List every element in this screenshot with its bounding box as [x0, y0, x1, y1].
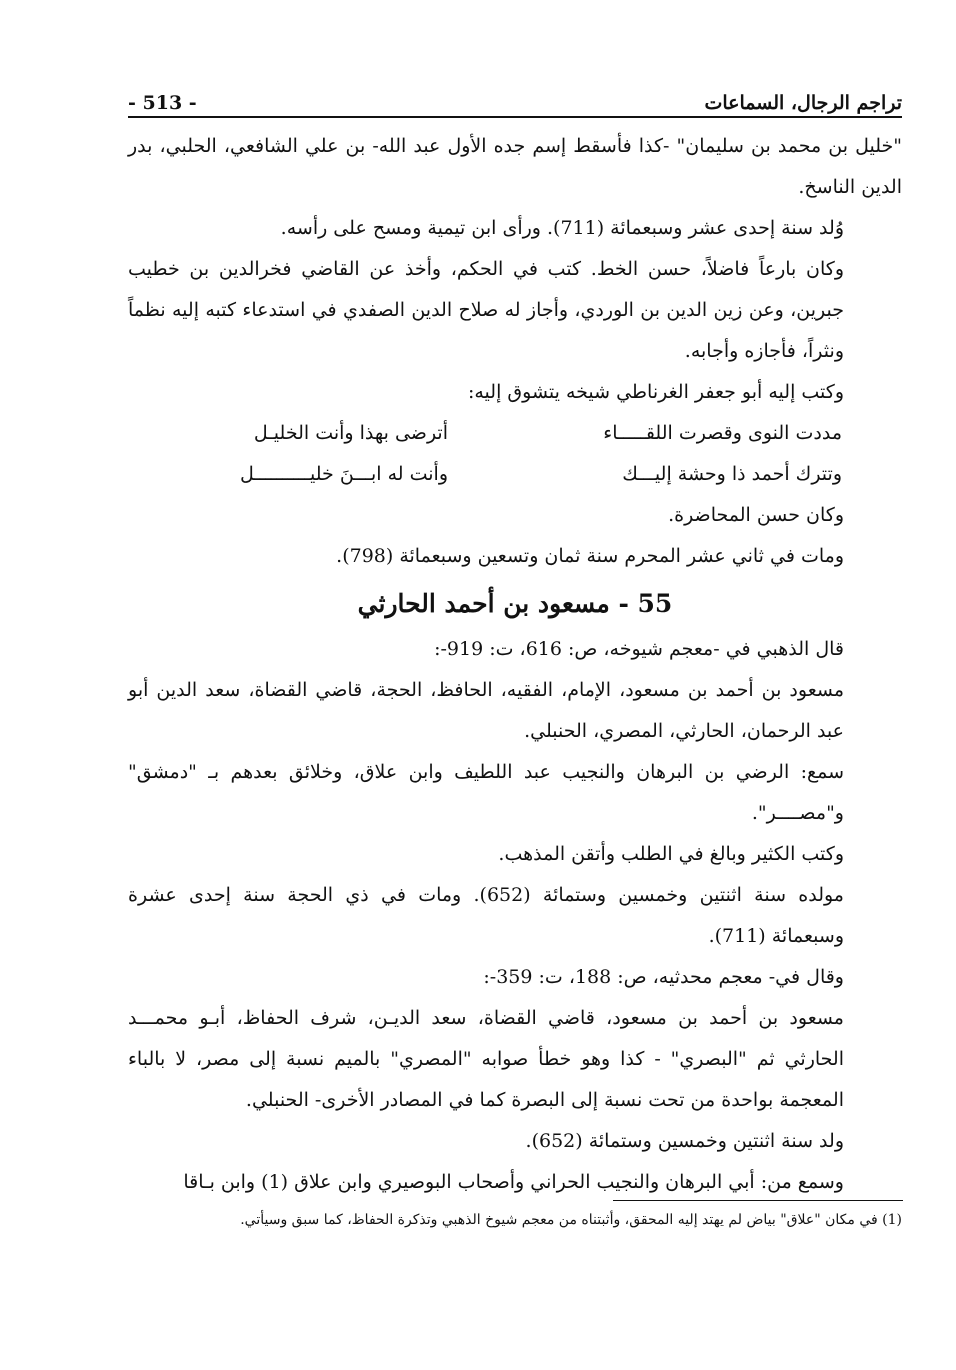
paragraph: مسعود بن أحمد بن مسعود، الإمام، الفقيه، الحافظ، الحجة، قاضي القضاة، سعد الدين أبو عبد الرحمان، الحارثي، المصري، الحنبلي. [128, 679, 844, 742]
footnote: (1) في مكان "علاق" بياض لم يهتد إليه المحقق، وأثبتناه من معجم شيوخ الذهبي وتذكرة الحفاظ، كما سبق وسيأتي. [240, 1212, 902, 1228]
paragraph: وكتب إليه أبو جعفر الغرناطي شيخه يتشوق إليه: [467, 381, 844, 403]
paragraph: وُلد سنة إحدى عشر وسبعمائة (711). ورأى ابن تيمية ومسح على رأسه. [280, 217, 844, 239]
paragraph: وقال في- معجم محدثيه، ص: 188، ت: 359-: [483, 966, 844, 988]
paragraph: مولده سنة اثنتين وخمسين وستمائة (652). ومات في ذي الحجة سنة إحدى عشرة وسبعمائة (711). [128, 884, 844, 947]
paragraph: "خليل بن محمد بن سليمان" -كذا فأسقط إسم جده الأول عبد الله- بن علي الشافعي، الحلبي، بدر الدين الناسخ. [128, 135, 902, 198]
verse-hemistich: وتترك أحمد ذا وحشة إليـــك [622, 463, 842, 485]
running-header [128, 82, 902, 114]
running-title: تراجم الرجال، السماعات [704, 92, 902, 114]
paragraph: وكتب الكثير وبالغ في الطلب وأتقن المذهب. [498, 843, 844, 865]
paragraph: وكان بارعاً فاضلاً، حسن الخط. كتب في الحكم، وأخذ عن القاضي فخرالدين بن خطيب جبرين، وعن زين الدين بن الوردي، وأجاز له صلاح الدين الصفدي في استدعاء كتبه إليه نظماً ونثراً، فأجازه وأجابه. [128, 258, 844, 362]
paragraph: وكان حسن المحاضرة. [668, 504, 844, 526]
paragraph: مسعود بن أحمد بن مسعود، قاضي القضاة، سعد الديـن، شرف الحفاظ، أبـو محمـــد الحارثي ثم "البصري" - كذا وهو خطأ صوابه "المصري" بالميم نسبة إلى مصر، لا بالباء المعجمة بواحدة من تحت نسبة إلى البصرة كما في المصادر الأخرى- الحنبلي. [128, 1007, 844, 1111]
entry-title: 55 - مسعود بن أحمد الحارثي [357, 589, 673, 618]
paragraph: ومات في ثاني عشر المحرم سنة ثمان وتسعين وسبعمائة (798). [336, 545, 844, 567]
verse-line [128, 454, 902, 495]
verse-line [128, 413, 902, 454]
paragraph: ولد سنة اثنتين وخمسين وستمائة (652). [525, 1130, 844, 1152]
footnote-rule [613, 1200, 903, 1201]
paragraph: وسمع من: أبي البرهان والنجيب الحراني وأصحاب البوصيري وابن علاق (1) وابن بـاقا [183, 1171, 844, 1193]
verse-hemistich: مددت النوى وقصرت اللقـــــاء [603, 422, 842, 444]
verse-hemistich: وأنت له ابـــنَ خليــــــــــل [239, 463, 448, 485]
main-text [128, 126, 902, 1203]
page-number: - 513 - [128, 92, 197, 114]
paragraph: قال الذهبي في -معجم شيوخه، ص: 616، ت: 919-: [434, 638, 844, 660]
verse-hemistich: أترضى بهذا وأنت الخليـل [253, 422, 448, 444]
header-rule [128, 116, 902, 118]
paragraph: سمع: الرضي بن البرهان والنجيب عبد اللطيف وابن علاق، وخلائق بعدهم بـ "دمشق" و"مصــــر". [128, 761, 844, 824]
